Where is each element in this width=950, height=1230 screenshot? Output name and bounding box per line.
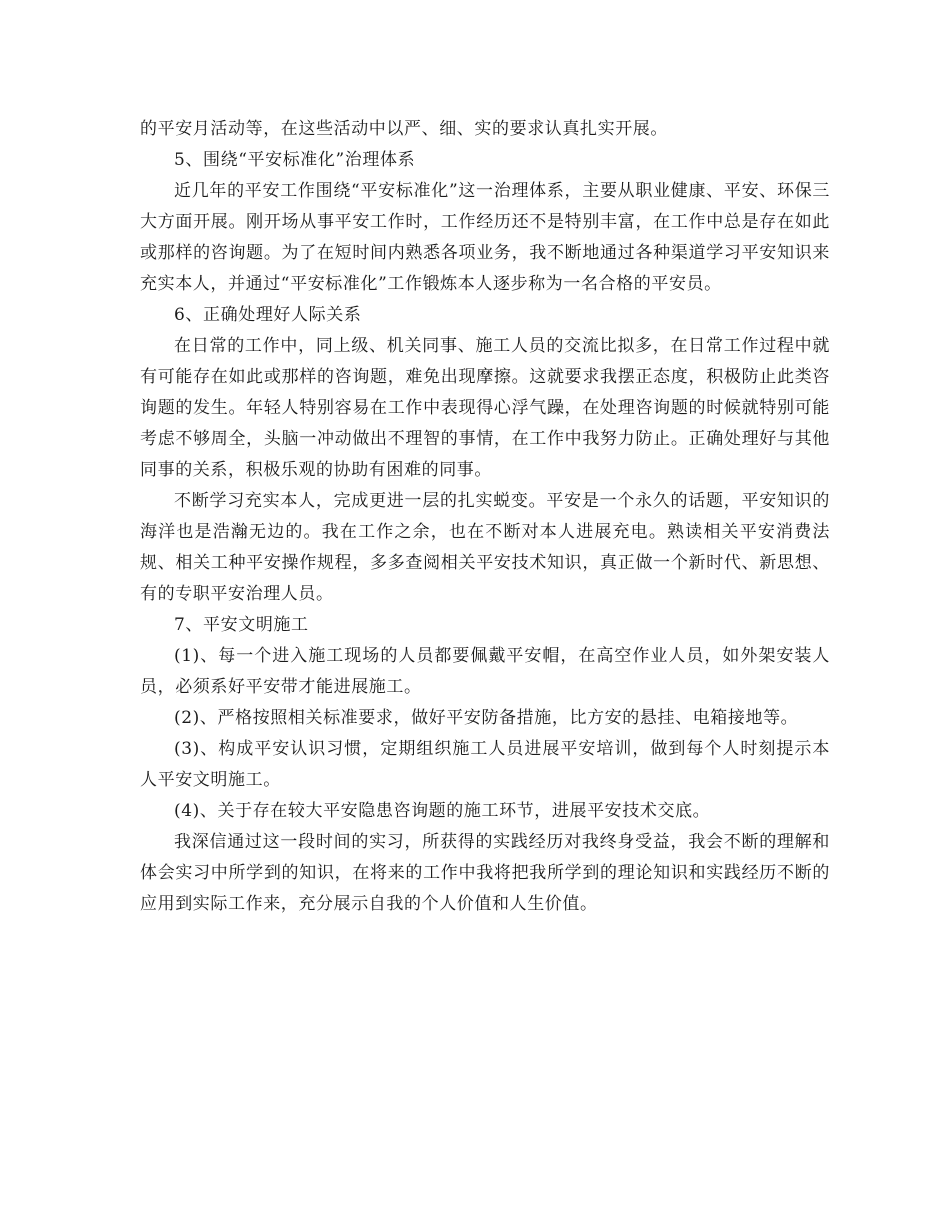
list-item-3: (3)、构成平安认识习惯，定期组织施工人员进展平安培训，做到每个人时刻提示本人平安文明施工。 [140,739,830,790]
paragraph-conclusion: 我深信通过这一段时间的实习，所获得的实践经历对我终身受益，我会不断的理解和体会实习中所学到的知识，在将来的工作中我将把我所学到的理论知识和实践经历不断的应用到实际工作来，充分展示自我的个人价值和人生价值。 [140,832,830,914]
section-heading-7: 7、平安文明施工 [174,615,309,635]
document-body [140,114,830,920]
paragraph-continuation: 的平安月活动等，在这些活动中以严、细、实的要求认真扎实开展。 [140,119,668,139]
paragraph: 在日常的工作中，同上级、机关同事、施工人员的交流比拟多，在日常工作过程中就有可能存在如此或那样的咨询题，难免出现摩擦。这就要求我摆正态度，积极防止此类咨询题的发生。年轻人特别容易在工作中表现得心浮气躁，在处理咨询题的时候就特别可能考虑不够周全，头脑一冲动做出不理智的事情，在工作中我努力防止。正确处理好与其他同事的关系，积极乐观的协助有困难的同事。 [140,336,830,480]
list-item-4: (4)、关于存在较大平安隐患咨询题的施工环节，进展平安技术交底。 [174,801,711,821]
list-item-1: (1)、每一个进入施工现场的人员都要佩戴平安帽，在高空作业人员，如外架安装人员，必须系好平安带才能进展施工。 [140,646,830,697]
paragraph: 不断学习充实本人，完成更进一层的扎实蜕变。平安是一个永久的话题，平安知识的海洋也是浩瀚无边的。我在工作之余，也在不断对本人进展充电。熟读相关平安消费法规、相关工种平安操作规程，多多查阅相关平安技术知识，真正做一个新时代、新思想、有的专职平安治理人员。 [140,491,830,604]
section-heading-6: 6、正确处理好人际关系 [174,305,362,325]
paragraph: 近几年的平安工作围绕“平安标准化”这一治理体系，主要从职业健康、平安、环保三大方面开展。刚开场从事平安工作时，工作经历还不是特别丰富，在工作中总是存在如此或那样的咨询题。为了在短时间内熟悉各项业务，我不断地通过各种渠道学习平安知识来充实本人，并通过“平安标准化”工作锻炼本人逐步称为一名合格的平安员。 [140,181,830,294]
list-item-2: (2)、严格按照相关标准要求，做好平安防备措施，比方安的悬挂、电箱接地等。 [174,708,799,728]
section-heading-5: 5、围绕“平安标准化”治理体系 [174,150,416,170]
